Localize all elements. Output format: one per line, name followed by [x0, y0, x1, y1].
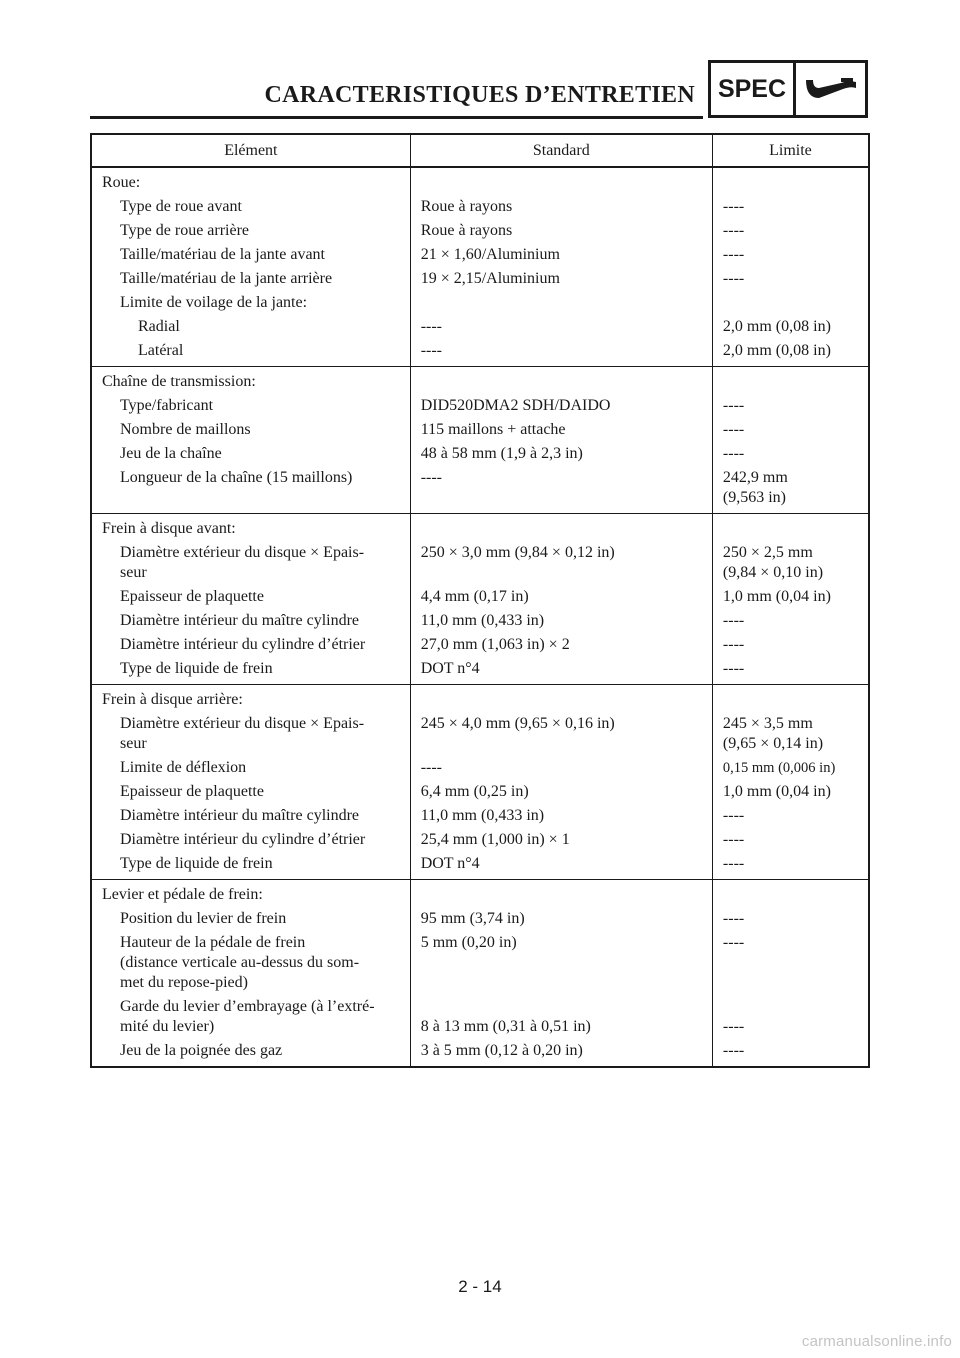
row-label: Diamètre extérieur du disque × Epais- seur — [120, 715, 365, 752]
table-group-heading — [91, 685, 869, 713]
table-row — [91, 907, 869, 931]
row-standard: 11,0 mm (0,433 in) — [410, 804, 712, 828]
row-limit: 1,0 mm (0,04 in) — [712, 780, 869, 804]
empty-cell — [410, 880, 712, 908]
row-label: Taille/matériau de la jante arrière — [120, 270, 333, 287]
row-standard: DOT n°4 — [410, 852, 712, 880]
maintenance-spec-table — [90, 133, 870, 1068]
table-row — [91, 609, 869, 633]
header-rule — [90, 116, 703, 119]
row-label: Diamètre intérieur du cylindre d’étrier — [120, 636, 366, 653]
row-limit: ---- — [712, 219, 869, 243]
row-standard: 3 à 5 mm (0,12 à 0,20 in) — [410, 1039, 712, 1067]
row-limit: ---- — [712, 418, 869, 442]
table-row — [91, 394, 869, 418]
row-limit: ---- — [712, 442, 869, 466]
row-label: Type de liquide de frein — [120, 855, 273, 872]
table-row — [91, 315, 869, 339]
table-group-heading — [91, 514, 869, 542]
row-limit: 2,0 mm (0,08 in) — [712, 315, 869, 339]
table-row — [91, 657, 869, 685]
group-title: Roue: — [102, 174, 141, 191]
row-standard: 4,4 mm (0,17 in) — [410, 585, 712, 609]
column-header-element: Elément — [91, 134, 410, 167]
row-label: Jeu de la chaîne — [120, 445, 222, 462]
row-standard: ---- — [410, 466, 712, 514]
table-row — [91, 756, 869, 780]
table-row — [91, 585, 869, 609]
row-label: Type de roue arrière — [120, 222, 250, 239]
row-standard: 5 mm (0,20 in) — [410, 931, 712, 995]
spec-badge — [708, 60, 868, 118]
row-standard: 6,4 mm (0,25 in) — [410, 780, 712, 804]
row-standard: 250 × 3,0 mm (9,84 × 0,12 in) — [410, 541, 712, 585]
table-row — [91, 219, 869, 243]
row-label: Diamètre intérieur du maître cylindre — [120, 612, 360, 629]
row-label: Taille/matériau de la jante avant — [120, 246, 325, 263]
row-label: Type/fabricant — [120, 397, 214, 414]
empty-cell — [712, 880, 869, 908]
row-label: Limite de voilage de la jante: — [120, 294, 308, 311]
row-limit: ---- — [712, 907, 869, 931]
row-limit: ---- — [712, 609, 869, 633]
row-limit: ---- — [712, 1039, 869, 1067]
table-row — [91, 780, 869, 804]
group-title: Frein à disque avant: — [91, 514, 410, 542]
empty-cell — [712, 167, 869, 195]
row-label: Latéral — [138, 342, 184, 359]
table-row — [91, 633, 869, 657]
table-row — [91, 852, 869, 880]
table-row — [91, 995, 869, 1039]
table-row — [91, 291, 869, 315]
empty-cell — [410, 367, 712, 395]
row-label: Garde du levier d’embrayage (à l’extré- mité du levier) — [120, 998, 375, 1035]
table-row — [91, 243, 869, 267]
row-standard: DOT n°4 — [410, 657, 712, 685]
row-limit: ---- — [712, 828, 869, 852]
row-limit: ---- — [712, 931, 869, 995]
row-standard: Roue à rayons — [410, 195, 712, 219]
watermark: carmanualsonline.info — [801, 1333, 952, 1350]
row-limit: 250 × 2,5 mm (9,84 × 0,10 in) — [712, 541, 869, 585]
row-limit: ---- — [712, 394, 869, 418]
row-standard: ---- — [410, 315, 712, 339]
row-label: Jeu de la poignée des gaz — [120, 1042, 283, 1059]
table-group-heading — [91, 367, 869, 395]
row-label: Diamètre intérieur du maître cylindre — [120, 807, 360, 824]
spec-badge-label: SPEC — [711, 63, 796, 115]
wrench-icon — [796, 63, 865, 115]
row-label: Epaisseur de plaquette — [120, 588, 264, 605]
row-limit: ---- — [712, 633, 869, 657]
empty-cell — [712, 514, 869, 542]
empty-cell — [410, 167, 712, 195]
row-label: Position du levier de frein — [120, 910, 287, 927]
row-label: Longueur de la chaîne (15 maillons) — [120, 469, 353, 486]
row-standard: 21 × 1,60/Aluminium — [410, 243, 712, 267]
row-limit: 2,0 mm (0,08 in) — [712, 339, 869, 367]
row-label: Type de roue avant — [120, 198, 242, 215]
table-row — [91, 541, 869, 585]
row-standard: 11,0 mm (0,433 in) — [410, 609, 712, 633]
table-row — [91, 712, 869, 756]
row-label: Nombre de maillons — [120, 421, 251, 438]
row-standard: 245 × 4,0 mm (9,65 × 0,16 in) — [410, 712, 712, 756]
row-standard: Roue à rayons — [410, 219, 712, 243]
row-standard: 95 mm (3,74 in) — [410, 907, 712, 931]
table-row — [91, 418, 869, 442]
column-header-limit: Limite — [712, 134, 869, 167]
group-title: Chaîne de transmission: — [91, 367, 410, 395]
column-header-standard: Standard — [410, 134, 712, 167]
row-standard: DID520DMA2 SDH/DAIDO — [410, 394, 712, 418]
row-limit: ---- — [712, 995, 869, 1039]
row-limit: 245 × 3,5 mm (9,65 × 0,14 in) — [712, 712, 869, 756]
row-limit: ---- — [712, 243, 869, 267]
empty-cell — [410, 685, 712, 713]
page-number: 2 - 14 — [458, 1277, 502, 1296]
row-standard: 48 à 58 mm (1,9 à 2,3 in) — [410, 442, 712, 466]
row-limit: ---- — [712, 195, 869, 219]
row-standard: ---- — [410, 339, 712, 367]
row-limit: ---- — [712, 267, 869, 291]
row-standard: ---- — [410, 756, 712, 780]
table-row — [91, 339, 869, 367]
row-label: Hauteur de la pédale de frein (distance verticale au-dessus du som- met du repose-pied) — [120, 934, 360, 991]
row-standard: 27,0 mm (1,063 in) × 2 — [410, 633, 712, 657]
empty-cell — [712, 367, 869, 395]
row-label: Diamètre intérieur du cylindre d’étrier — [120, 831, 366, 848]
page-title: CARACTERISTIQUES D’ENTRETIEN — [264, 82, 695, 108]
row-standard — [410, 291, 712, 315]
table-row — [91, 267, 869, 291]
table-row — [91, 1039, 869, 1067]
row-label: Limite de déflexion — [120, 759, 247, 776]
empty-cell — [410, 514, 712, 542]
group-title: Levier et pédale de frein: — [91, 880, 410, 908]
table-row — [91, 804, 869, 828]
row-standard: 19 × 2,15/Aluminium — [410, 267, 712, 291]
row-limit: ---- — [712, 657, 869, 685]
row-label: Type de liquide de frein — [120, 660, 273, 677]
table-body — [91, 167, 869, 1067]
table-group-heading — [91, 880, 869, 908]
table-header-row — [91, 134, 869, 167]
table-group-heading — [91, 167, 869, 195]
row-limit: ---- — [712, 852, 869, 880]
row-standard: 8 à 13 mm (0,31 à 0,51 in) — [410, 995, 712, 1039]
row-label: Epaisseur de plaquette — [120, 783, 264, 800]
table-row — [91, 828, 869, 852]
row-standard: 25,4 mm (1,000 in) × 1 — [410, 828, 712, 852]
row-limit: 242,9 mm (9,563 in) — [712, 466, 869, 514]
table-row — [91, 466, 869, 514]
row-label: Diamètre extérieur du disque × Epais- seur — [120, 544, 365, 581]
table-row — [91, 442, 869, 466]
table-row — [91, 195, 869, 219]
row-limit — [712, 291, 869, 315]
row-limit: 0,15 mm (0,006 in) — [712, 756, 869, 780]
group-title: Frein à disque arrière: — [91, 685, 410, 713]
empty-cell — [712, 685, 869, 713]
row-limit: 1,0 mm (0,04 in) — [712, 585, 869, 609]
table-row — [91, 931, 869, 995]
row-limit: ---- — [712, 804, 869, 828]
row-standard: 115 maillons + attache — [410, 418, 712, 442]
page-header — [90, 60, 870, 122]
row-label: Radial — [138, 318, 180, 335]
